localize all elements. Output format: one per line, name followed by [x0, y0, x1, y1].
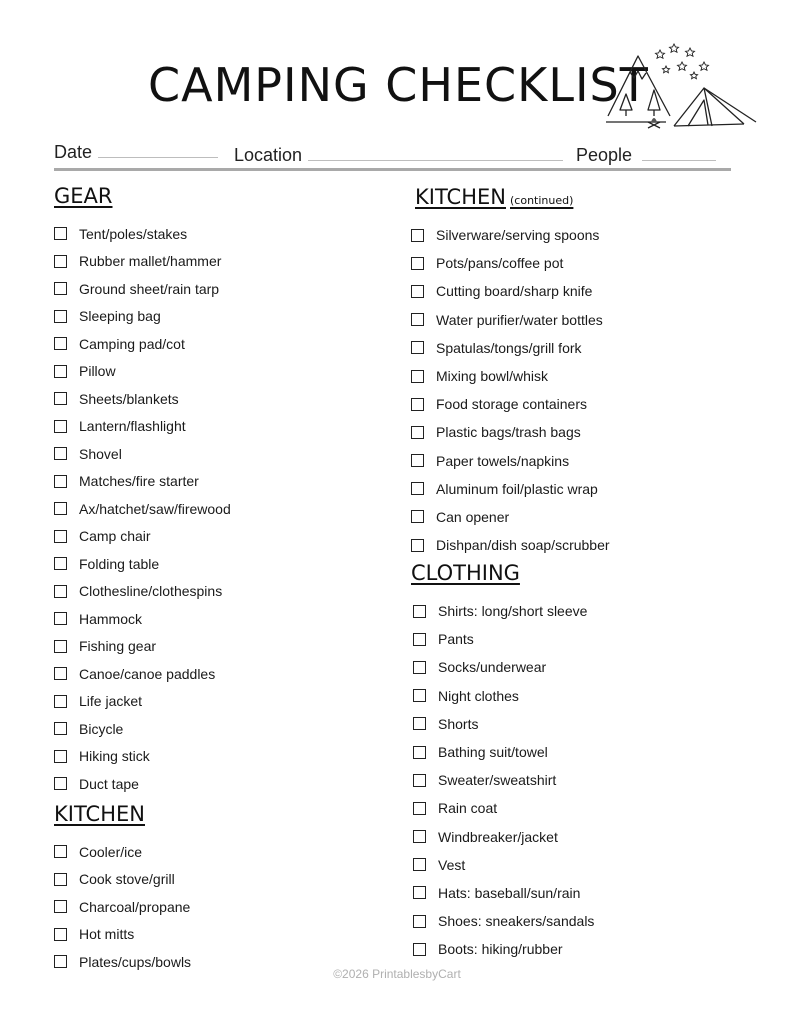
checkbox[interactable]	[54, 310, 67, 323]
checkbox[interactable]	[54, 845, 67, 858]
gear-list	[54, 220, 231, 798]
checkbox[interactable]	[54, 365, 67, 378]
checkbox[interactable]	[413, 830, 426, 843]
checklist-item	[411, 390, 610, 418]
checkbox[interactable]	[54, 392, 67, 405]
checklist-item	[54, 550, 231, 578]
checklist-item	[411, 475, 610, 503]
checklist-item	[413, 625, 594, 653]
checklist-item-label: Hammock	[79, 610, 143, 627]
checklist-item-label: Camp chair	[79, 528, 151, 545]
checkbox[interactable]	[411, 313, 424, 326]
checklist-item-label: Bathing suit/towel	[438, 744, 548, 761]
checklist-item	[413, 597, 594, 625]
checkbox[interactable]	[54, 530, 67, 543]
checklist-item	[54, 866, 191, 894]
clothing-list	[413, 597, 594, 963]
checkbox[interactable]	[411, 257, 424, 270]
checklist-item-label: Matches/fire starter	[79, 473, 199, 490]
checkbox[interactable]	[411, 341, 424, 354]
checklist-item-label: Canoe/canoe paddles	[79, 665, 216, 682]
checkbox[interactable]	[54, 612, 67, 625]
checkbox[interactable]	[54, 928, 67, 941]
checkbox[interactable]	[54, 337, 67, 350]
checklist-item	[54, 495, 231, 523]
checklist-item-label: Aluminum foil/plastic wrap	[436, 480, 598, 497]
checkbox[interactable]	[413, 915, 426, 928]
checklist-item-label: Cook stove/grill	[79, 871, 175, 888]
checkbox[interactable]	[411, 229, 424, 242]
copyright-footer: ©2026 PrintablesbyCart	[333, 967, 461, 981]
checklist-item	[54, 743, 231, 771]
checklist-item-label: Ax/hatchet/saw/firewood	[79, 500, 231, 517]
checklist-item-label: Vest	[438, 856, 466, 873]
checklist-item	[54, 688, 231, 716]
checklist-item-label: Dishpan/dish soap/scrubber	[436, 537, 610, 554]
checklist-item-label: Rubber mallet/hammer	[79, 253, 222, 270]
checklist-item-label: Hiking stick	[79, 748, 150, 765]
checklist-item-label: Rain coat	[438, 800, 498, 817]
checklist-item-label: Shorts	[438, 715, 479, 732]
checklist-item-label: Sweater/sweatshirt	[438, 772, 557, 789]
mountain-tent-stars-illustration	[604, 38, 760, 134]
continued-note: (continued)	[510, 194, 574, 207]
checklist-item	[413, 766, 594, 794]
checkbox[interactable]	[411, 426, 424, 439]
checklist-item	[54, 660, 231, 688]
checklist-item-label: Food storage containers	[436, 396, 587, 413]
checkbox[interactable]	[54, 695, 67, 708]
checkbox[interactable]	[413, 802, 426, 815]
checkbox[interactable]	[413, 633, 426, 646]
checkbox[interactable]	[54, 227, 67, 240]
checklist-item-label: Mixing bowl/whisk	[436, 368, 549, 385]
checklist-item	[411, 503, 610, 531]
checkbox[interactable]	[413, 661, 426, 674]
checklist-item-label: Cooler/ice	[79, 843, 143, 860]
date-label: Date	[54, 142, 93, 162]
checklist-item	[54, 838, 191, 866]
checklist-item	[411, 447, 610, 475]
location-label: Location	[234, 145, 303, 165]
checklist-item	[411, 221, 610, 249]
checklist-item-label: Life jacket	[79, 693, 143, 710]
checklist-item	[413, 794, 594, 822]
checklist-item-label: Pillow	[79, 363, 116, 380]
checklist-item-label: Silverware/serving spoons	[436, 227, 600, 244]
checkbox[interactable]	[54, 475, 67, 488]
checkbox[interactable]	[54, 750, 67, 763]
checklist-item	[413, 907, 594, 935]
checklist-item-label: Pots/pans/coffee pot	[436, 255, 564, 272]
checklist-item-label: Clothesline/clothespins	[79, 583, 223, 600]
kitchen-list	[54, 838, 191, 976]
checklist-item	[54, 358, 231, 386]
checkbox[interactable]	[54, 282, 67, 295]
checkbox[interactable]	[413, 746, 426, 759]
checklist-item-label: Ground sheet/rain tarp	[79, 280, 220, 297]
date-field[interactable]	[98, 157, 218, 158]
checklist-item	[413, 682, 594, 710]
checklist-item	[411, 334, 610, 362]
checklist-item	[411, 249, 610, 277]
checklist-item-label: Fishing gear	[79, 638, 157, 655]
location-field[interactable]	[308, 160, 563, 161]
checkbox[interactable]	[54, 420, 67, 433]
people-field[interactable]	[642, 160, 716, 161]
checklist-item-label: Boots: hiking/rubber	[438, 941, 563, 958]
checkbox[interactable]	[413, 605, 426, 618]
checklist-item	[411, 418, 610, 446]
clothing-heading: CLOTHING	[411, 561, 520, 585]
checkbox[interactable]	[411, 454, 424, 467]
checkbox[interactable]	[54, 667, 67, 680]
checklist-item-label: Plates/cups/bowls	[79, 953, 192, 970]
checklist-item	[54, 715, 231, 743]
checkbox[interactable]	[411, 482, 424, 495]
checklist-item-label: Paper towels/napkins	[436, 452, 570, 469]
checkbox[interactable]	[54, 447, 67, 460]
checklist-item	[54, 633, 231, 661]
checkbox[interactable]	[411, 510, 424, 523]
checkbox[interactable]	[413, 886, 426, 899]
checkbox[interactable]	[411, 370, 424, 383]
checkbox[interactable]	[411, 285, 424, 298]
checklist-item-label: Pants	[438, 631, 474, 648]
checklist-item	[54, 275, 231, 303]
checklist-item	[413, 653, 594, 681]
checkbox[interactable]	[54, 640, 67, 653]
checklist-item-label: Socks/underwear	[438, 659, 547, 676]
checklist-item-label: Night clothes	[438, 687, 519, 704]
checkbox[interactable]	[54, 777, 67, 790]
checklist-item-label: Cutting board/sharp knife	[436, 283, 593, 300]
checklist-item-label: Sheets/blankets	[79, 390, 179, 407]
people-label: People	[576, 145, 633, 165]
checklist-item-label: Tent/poles/stakes	[79, 225, 188, 242]
checkbox[interactable]	[54, 502, 67, 515]
checklist-item-label: Shoes: sneakers/sandals	[438, 913, 595, 930]
kitchen-continued-heading	[415, 185, 573, 209]
checklist-item	[54, 523, 231, 551]
checklist-item-label: Plastic bags/trash bags	[436, 424, 581, 441]
checklist-item	[54, 921, 191, 949]
checklist-item-label: Windbreaker/jacket	[438, 828, 558, 845]
page-title: CAMPING CHECKLIST	[148, 58, 649, 112]
checklist-item-label: Camping pad/cot	[79, 335, 185, 352]
checklist-item	[413, 823, 594, 851]
checklist-item	[411, 306, 610, 334]
checklist-item	[54, 303, 231, 331]
checklist-item-label: Can opener	[436, 508, 510, 525]
checklist-item	[413, 879, 594, 907]
checkbox[interactable]	[411, 398, 424, 411]
checklist-item	[413, 935, 594, 963]
header-divider	[54, 168, 731, 171]
checklist-item	[54, 248, 231, 276]
checklist-item-label: Shovel	[79, 445, 122, 462]
checkbox[interactable]	[413, 717, 426, 730]
checkbox[interactable]	[54, 873, 67, 886]
checklist-item-label: Duct tape	[79, 775, 139, 792]
checklist-item-label: Lantern/flashlight	[79, 418, 186, 435]
checkbox[interactable]	[54, 722, 67, 735]
checkbox[interactable]	[413, 689, 426, 702]
checklist-item	[54, 893, 191, 921]
kitchen-heading: KITCHEN	[54, 802, 145, 826]
checklist-item	[411, 531, 610, 559]
checklist-item-label: Folding table	[79, 555, 160, 572]
checklist-item	[54, 605, 231, 633]
checklist-item-label: Hot mitts	[79, 926, 135, 943]
kitchen-continued-title: KITCHEN	[415, 185, 506, 209]
checklist-item	[54, 468, 231, 496]
checklist-item	[411, 277, 610, 305]
checklist-item-label: Hats: baseball/sun/rain	[438, 884, 581, 901]
checklist-item-label: Charcoal/propane	[79, 898, 191, 915]
checkbox[interactable]	[54, 557, 67, 570]
checklist-item-label: Shirts: long/short sleeve	[438, 603, 588, 620]
checklist-item-label: Bicycle	[79, 720, 124, 737]
gear-heading: GEAR	[54, 184, 113, 208]
checklist-item	[54, 413, 231, 441]
checkbox[interactable]	[54, 255, 67, 268]
checklist-item-label: Spatulas/tongs/grill fork	[436, 339, 582, 356]
checkbox[interactable]	[413, 774, 426, 787]
checkbox[interactable]	[413, 943, 426, 956]
checklist-item	[413, 710, 594, 738]
checklist-item	[411, 362, 610, 390]
checklist-item	[54, 220, 231, 248]
checkbox[interactable]	[411, 539, 424, 552]
checkbox[interactable]	[54, 900, 67, 913]
checklist-item	[54, 330, 231, 358]
checklist-item-label: Sleeping bag	[79, 308, 161, 325]
checklist-item	[54, 440, 231, 468]
checklist-item	[54, 578, 231, 606]
checklist-item	[413, 738, 594, 766]
checklist-item	[54, 385, 231, 413]
checkbox[interactable]	[54, 585, 67, 598]
checklist-item-label: Water purifier/water bottles	[436, 311, 603, 328]
kitchen-continued-list	[411, 221, 610, 559]
checklist-item	[413, 851, 594, 879]
checklist-item	[54, 770, 231, 798]
checkbox[interactable]	[413, 858, 426, 871]
